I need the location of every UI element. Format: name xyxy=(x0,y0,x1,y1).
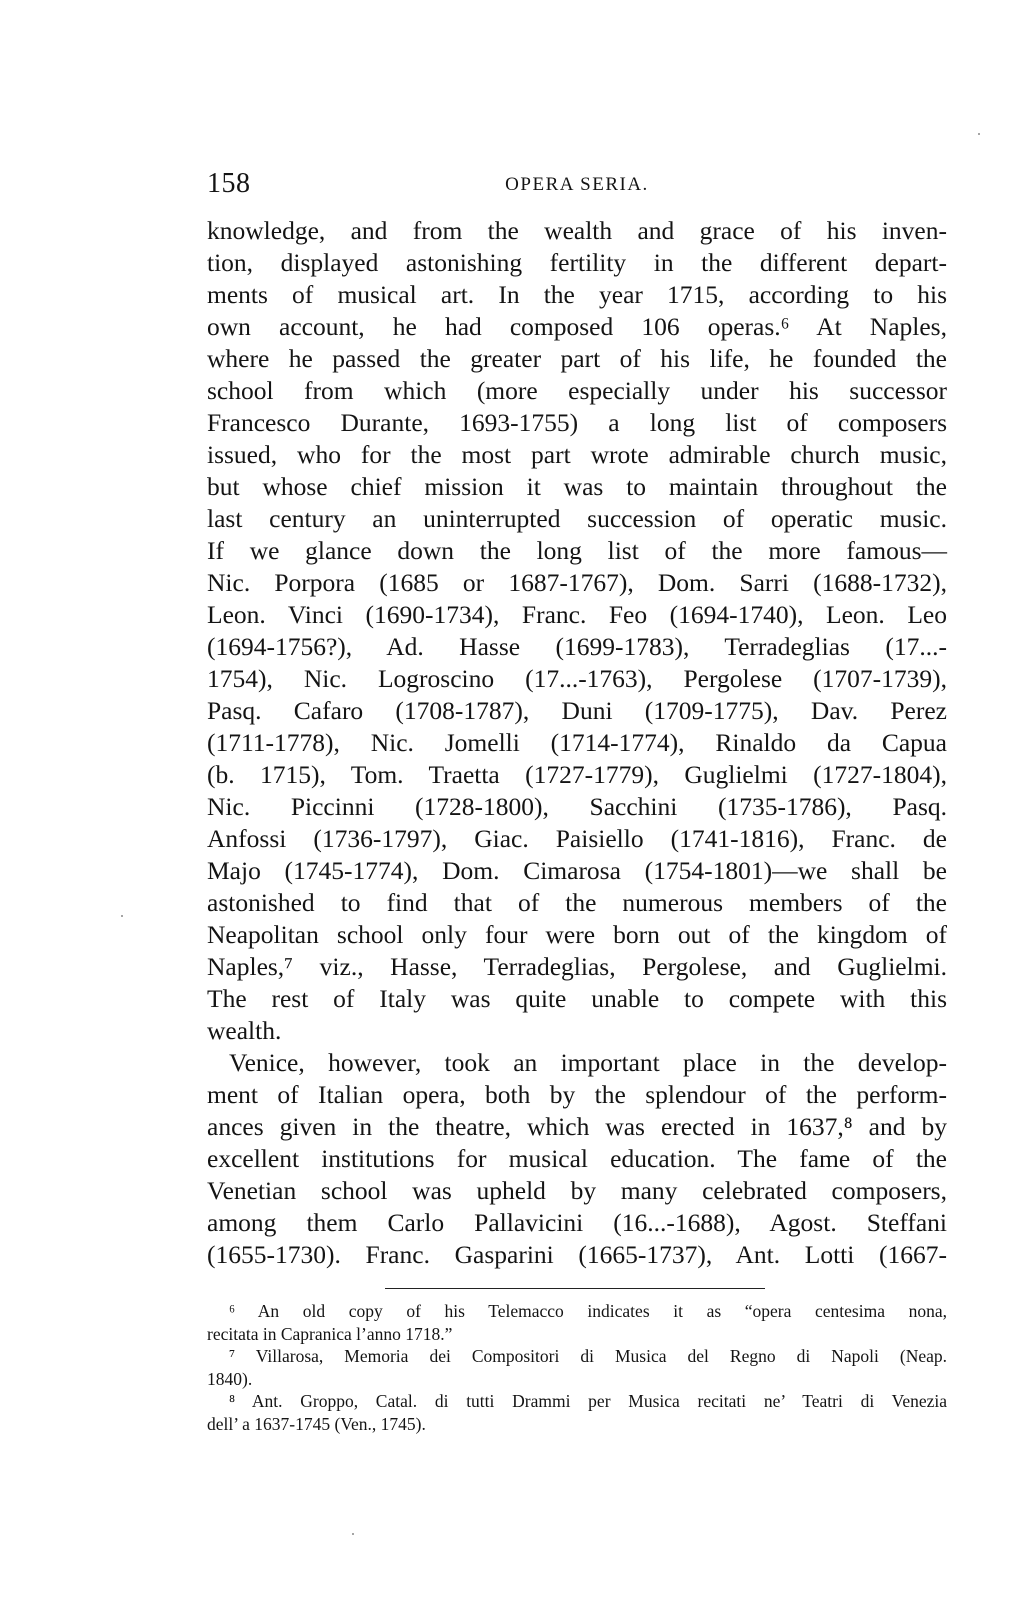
text-line: Francesco Durante, 1693-1755) a long list of composers xyxy=(207,408,947,437)
page-number: 158 xyxy=(207,168,251,199)
text-line: Nic. Piccinni (1728-1800), Sacchini (1735-1786), Pasq. xyxy=(207,792,947,821)
text-line: (1655-1730). Franc. Gasparini (1665-1737), Ant. Lotti (1667- xyxy=(207,1240,947,1269)
text-line: astonished to find that of the numerous members of the xyxy=(207,888,947,917)
text-line: ment of Italian opera, both by the splendour of the perform- xyxy=(207,1080,947,1109)
text-line: (1694-1756?), Ad. Hasse (1699-1783), Terradeglias (17...- xyxy=(207,632,947,661)
text-line: Leon. Vinci (1690-1734), Franc. Feo (1694-1740), Leon. Leo xyxy=(207,600,947,629)
footnote-line: ⁸ Ant. Groppo, Catal. di tutti Drammi per Musica recitati ne’ Teatri di Venezia xyxy=(229,1391,947,1411)
text-line: Anfossi (1736-1797), Giac. Paisiello (1741-1816), Franc. de xyxy=(207,824,947,853)
text-line: (b. 1715), Tom. Traetta (1727-1779), Guglielmi (1727-1804), xyxy=(207,760,947,789)
paper-speck xyxy=(121,915,123,917)
footnote-line: 1840). xyxy=(207,1368,253,1389)
text-line: excellent institutions for musical education. The fame of the xyxy=(207,1144,947,1173)
text-line: wealth. xyxy=(207,1016,282,1045)
text-line: Majo (1745-1774), Dom. Cimarosa (1754-1801)—we shall be xyxy=(207,856,947,885)
text-line: Venetian school was upheld by many celebrated composers, xyxy=(207,1176,947,1205)
text-line: Pasq. Cafaro (1708-1787), Duni (1709-1775), Dav. Perez xyxy=(207,696,947,725)
text-line: Nic. Porpora (1685 or 1687-1767), Dom. Sarri (1688-1732), xyxy=(207,568,947,597)
footnote-line: ⁷ Villarosa, Memoria dei Compositori di Musica del Regno di Napoli (Neap. xyxy=(229,1346,947,1366)
text-line: (1711-1778), Nic. Jomelli (1714-1774), Rinaldo da Capua xyxy=(207,728,947,757)
text-line: school from which (more especially under his successor xyxy=(207,376,947,405)
running-title: OPERA SERIA. xyxy=(505,174,649,195)
text-line: Neapolitan school only four were born out of the kingdom of xyxy=(207,920,947,949)
text-line: Venice, however, took an important place in the develop- xyxy=(229,1048,947,1077)
footnote-rule xyxy=(385,1288,765,1289)
text-line: If we glance down the long list of the more famous— xyxy=(207,536,947,565)
paper-speck xyxy=(978,133,980,135)
paper-speck xyxy=(352,1533,354,1535)
text-line: ances given in the theatre, which was erected in 1637,⁸ and by xyxy=(207,1112,947,1141)
text-line: among them Carlo Pallavicini (16...-1688), Agost. Steffani xyxy=(207,1208,947,1237)
text-line: but whose chief mission it was to maintain throughout the xyxy=(207,472,947,501)
text-line: last century an uninterrupted succession of operatic music. xyxy=(207,504,947,533)
text-line: issued, who for the most part wrote admirable church music, xyxy=(207,440,947,469)
text-line: tion, displayed astonishing fertility in the different depart- xyxy=(207,248,947,277)
text-line: where he passed the greater part of his life, he founded the xyxy=(207,344,947,373)
text-line: 1754), Nic. Logroscino (17...-1763), Pergolese (1707-1739), xyxy=(207,664,947,693)
footnote-line: ⁶ An old copy of his Telemacco indicates it as “opera centesima nona, xyxy=(229,1301,947,1321)
footnote-line: recitata in Capranica l’anno 1718.” xyxy=(207,1323,453,1344)
text-line: ments of musical art. In the year 1715, according to his xyxy=(207,280,947,309)
page-header xyxy=(207,168,947,200)
text-line: own account, he had composed 106 operas.⁶ At Naples, xyxy=(207,312,947,341)
text-line: Naples,⁷ viz., Hasse, Terradeglias, Pergolese, and Guglielmi. xyxy=(207,952,947,981)
text-line: knowledge, and from the wealth and grace of his inven- xyxy=(207,216,947,245)
text-line: The rest of Italy was quite unable to compete with this xyxy=(207,984,947,1013)
footnotes xyxy=(207,1300,947,1435)
footnote-line: dell’ a 1637-1745 (Ven., 1745). xyxy=(207,1413,426,1434)
body-text xyxy=(207,215,947,1271)
